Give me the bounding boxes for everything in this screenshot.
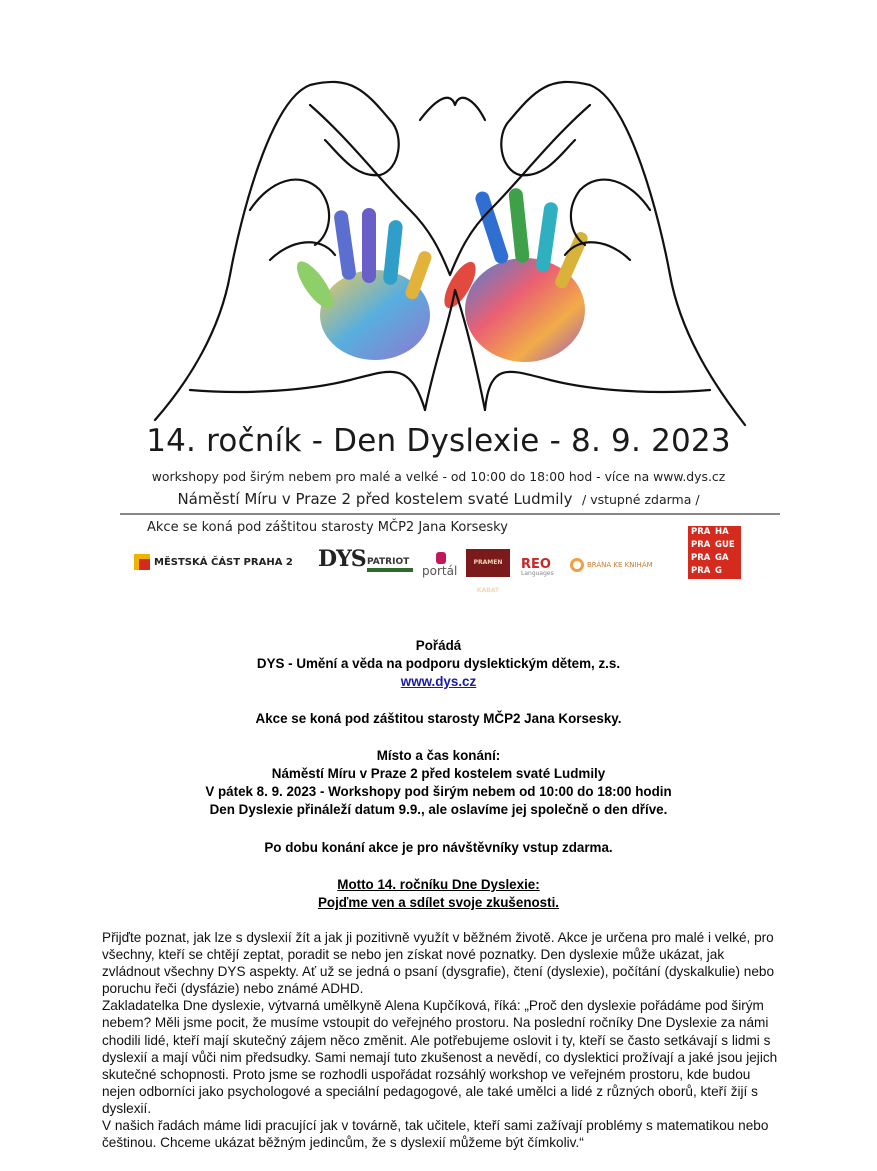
- organizer: DYS - Umění a věda na podporu dyslektickým dětem, z.s.: [256, 656, 621, 671]
- free-entry: Po dobu konání akce je pro návštěvníky vstup zdarma.: [264, 840, 613, 855]
- brana-icon: [570, 558, 584, 572]
- patriot-logo: PATRIOT: [367, 557, 413, 572]
- motto: Pojďme ven a sdílet svoje zkušenosti.: [317, 895, 560, 910]
- motto-label: Motto 14. ročníku Dne Dyslexie:: [337, 877, 540, 892]
- divider: [120, 513, 780, 515]
- reo-languages-logo: REO Languages: [521, 557, 554, 577]
- poster-title: 14. ročník - Den Dyslexie - 8. 9. 2023: [146, 423, 731, 459]
- motto-line: [0, 894, 877, 911]
- paragraph-intro: Přijďte poznat, jak lze s dyslexií žít a jak ji pozitivně využít v běžném životě. Akce je určena pro malé i velké, pro všechny, kteří se chtějí zeptat, poradit se nebo jen získat nové poznatky. Den dyslexie může ukázat, jak zvládnout všechny DYS aspekty. Ať už se jedná o psaní (dysgrafie), čtení (dyslexie), počítání (dyskalkulie) nebo poruchu řeči (dysfázie) nebo známé ADHD.: [102, 930, 775, 997]
- praha-logo: PRA HA PRA GUE PRA GA PRA G: [688, 526, 741, 579]
- paragraph-quote: Zakladatelka Dne dyslexie, výtvarná umělkyně Alena Kupčíková, říká: „Proč den dyslexie pořádáme pod širým nebem? Měli jsme pocit, že musíme vstoupit do veřejného prostoru. Na poslední ročníky Dne Dyslexie za námi chodili lidé, kteří mají skutečný zájem něco změnit. Ale potřebujeme oslovit i ty, kteří se často setkávají s lidmi s dyslexií a mají vůči nim předsudky. Sami nemají tuto zkušenost a nevědí, co dyslektici prožívají a jaké jsou jejich skutečné schopnosti. Proto jsme se rozhodli uspořádat rozsáhlý workshop ve veřejném prostoru, kde budou nejen odborníci jako psychologové a speciální pedagogové, ale také umělci a lidé z různých oborů, kteří žijí s dyslexií.: [102, 998, 778, 1116]
- portal-icon: [436, 552, 446, 564]
- poster-entry: / vstupné zdarma /: [582, 492, 700, 507]
- patron-statement: Akce se koná pod záštitou starosty MČP2 Jana Korsesky.: [255, 711, 622, 726]
- right-handprint: [438, 187, 589, 362]
- brana-ke-kniham-logo: BRÁNA KE KNIHÁM: [570, 558, 653, 572]
- heart-hands-artwork: [150, 60, 750, 430]
- event-place: Náměstí Míru v Praze 2 před kostelem svaté Ludmily: [271, 766, 606, 781]
- organizer-label: Pořádá: [415, 638, 462, 653]
- mestska-cast-praha-2-logo: MĚSTSKÁ ČÁST PRAHA 2: [134, 554, 293, 570]
- left-handprint: [291, 208, 433, 360]
- kabat-logo: PRAMEN KABAT: [466, 549, 510, 577]
- poster-subline: workshopy pod širým nebem pro malé a velké - od 10:00 do 18:00 hod - více na www.dys.cz: [151, 469, 726, 484]
- date-note: Den Dyslexie přináleží datum 9.9., ale oslavíme jej společně o den dříve.: [209, 802, 668, 817]
- hand-outlines: [155, 82, 745, 425]
- dys-logo: DYS: [318, 546, 366, 572]
- website-line: [0, 673, 877, 690]
- website-link[interactable]: www.dys.cz: [400, 674, 477, 689]
- body-text: [102, 929, 782, 1151]
- portal-logo: portál: [422, 564, 457, 578]
- poster-place-line: [0, 490, 877, 508]
- place-time-label: Místo a čas konání:: [376, 748, 501, 763]
- motto-label-line: [0, 876, 877, 893]
- mc2-emblem-icon: [134, 554, 150, 570]
- poster-patron: Akce se koná pod záštitou starosty MČP2 Jana Korsesky: [147, 520, 508, 535]
- paragraph-closing: V našich řadách máme lidi pracující jak v továrně, tak učitele, kteří sami zažívají problémy s matematikou nebo češtinou. Chceme ukázat běžným jedincům, že s dyslexií můžeme být čímkoliv.“: [102, 1118, 769, 1151]
- poster-place: Náměstí Míru v Praze 2 před kostelem svaté Ludmily: [177, 490, 573, 508]
- event-time: V pátek 8. 9. 2023 - Workshopy pod širým nebem od 10:00 do 18:00 hodin: [205, 784, 672, 799]
